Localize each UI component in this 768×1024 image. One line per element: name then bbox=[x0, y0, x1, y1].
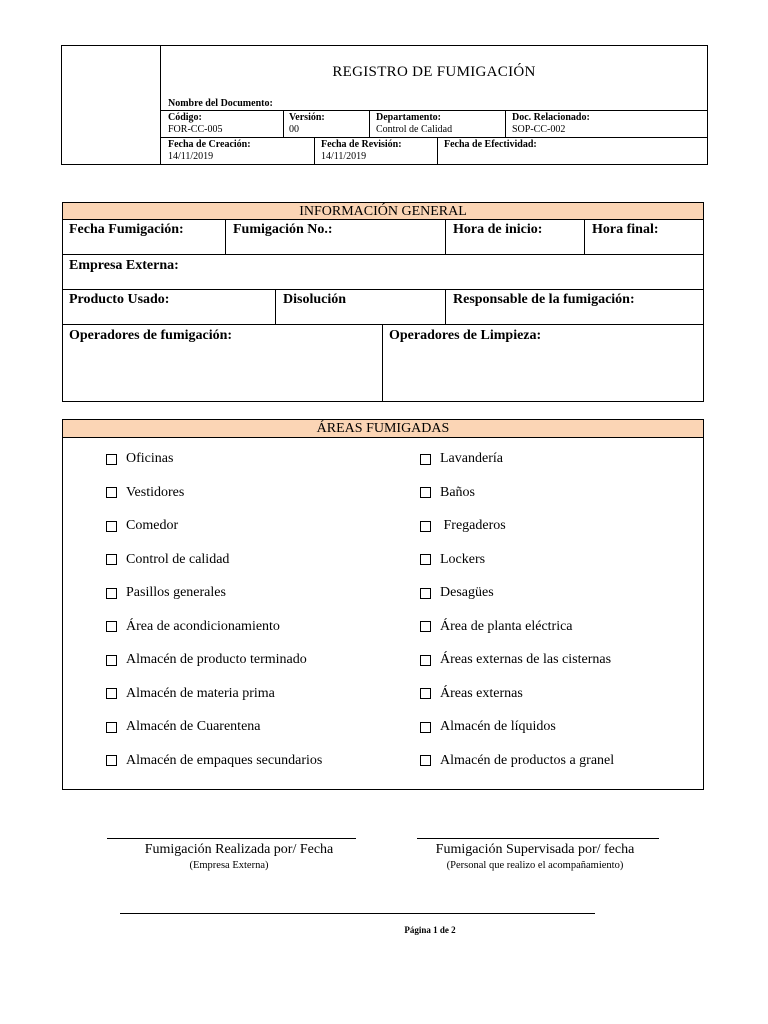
col-divider bbox=[445, 289, 446, 324]
area-label: Áreas externas de las cisternas bbox=[440, 652, 612, 667]
area-label: Almacén de producto terminado bbox=[126, 652, 307, 667]
area-label: Oficinas bbox=[126, 451, 174, 466]
area-label: Lavandería bbox=[440, 451, 503, 466]
area-label: Área de acondicionamiento bbox=[126, 618, 280, 634]
area-checkbox-item[interactable] bbox=[420, 652, 611, 668]
row-divider bbox=[62, 254, 704, 255]
checkbox-icon[interactable] bbox=[106, 655, 117, 666]
code-value: FOR-CC-005 bbox=[168, 124, 223, 135]
header-col-divider bbox=[437, 137, 438, 164]
header-divider bbox=[161, 137, 707, 138]
checkbox-icon[interactable] bbox=[420, 554, 431, 565]
dissolution-field[interactable]: Disolución bbox=[283, 292, 347, 307]
header-divider bbox=[161, 110, 707, 111]
footer-line bbox=[120, 913, 595, 914]
col-divider bbox=[445, 219, 446, 254]
checkbox-icon[interactable] bbox=[106, 588, 117, 599]
checkbox-icon[interactable] bbox=[420, 621, 431, 632]
general-info-heading: INFORMACIÓN GENERAL bbox=[62, 202, 704, 220]
header-col-divider bbox=[369, 110, 370, 137]
header-col-divider bbox=[314, 137, 315, 164]
checkbox-icon[interactable] bbox=[106, 688, 117, 699]
related-doc-value: SOP-CC-002 bbox=[512, 124, 566, 135]
area-label: Área de planta eléctrica bbox=[440, 618, 573, 634]
area-checkbox-item[interactable] bbox=[420, 585, 494, 601]
fumigation-number-field[interactable]: Fumigación No.: bbox=[233, 222, 333, 237]
area-checkbox-item[interactable] bbox=[420, 753, 614, 769]
row-divider bbox=[62, 289, 704, 290]
area-checkbox-item[interactable] bbox=[420, 518, 506, 534]
area-checkbox-item[interactable] bbox=[106, 552, 229, 568]
document-header bbox=[61, 45, 708, 165]
area-checkbox-item[interactable] bbox=[106, 451, 173, 467]
external-company-field[interactable]: Empresa Externa: bbox=[69, 258, 179, 273]
signature-left-title: Fumigación Realizada por/ Fecha bbox=[144, 842, 334, 857]
signature-left-subtitle: (Empresa Externa) bbox=[189, 860, 269, 871]
revision-date-value: 14/11/2019 bbox=[321, 151, 367, 162]
fumigation-date-field[interactable]: Fecha Fumigación: bbox=[69, 222, 184, 237]
area-checkbox-item[interactable] bbox=[106, 485, 184, 501]
checkbox-icon[interactable] bbox=[420, 487, 431, 498]
general-info-table bbox=[62, 219, 704, 402]
col-divider bbox=[584, 219, 585, 254]
checkbox-icon[interactable] bbox=[106, 454, 117, 465]
col-divider bbox=[382, 324, 383, 402]
checkbox-icon[interactable] bbox=[106, 554, 117, 565]
area-checkbox-item[interactable] bbox=[420, 451, 503, 467]
checkbox-icon[interactable] bbox=[106, 521, 117, 532]
areas-heading: ÁREAS FUMIGADAS bbox=[62, 419, 704, 438]
checkbox-icon[interactable] bbox=[106, 722, 117, 733]
checkbox-icon[interactable] bbox=[420, 755, 431, 766]
area-checkbox-item[interactable] bbox=[420, 686, 523, 702]
area-label: Almacén de productos a granel bbox=[440, 752, 615, 768]
area-label: Desagües bbox=[440, 585, 494, 600]
area-checkbox-item[interactable] bbox=[420, 485, 475, 501]
product-used-field[interactable]: Producto Usado: bbox=[69, 292, 170, 307]
effective-date-label: Fecha de Efectividad: bbox=[444, 139, 537, 150]
version-value: 00 bbox=[289, 124, 299, 135]
signature-line-right bbox=[417, 838, 659, 839]
checkbox-icon[interactable] bbox=[106, 621, 117, 632]
fumigation-operators-field[interactable]: Operadores de fumigación: bbox=[69, 328, 233, 343]
area-label: Baños bbox=[440, 484, 475, 500]
area-checkbox-item[interactable] bbox=[106, 518, 178, 534]
department-value: Control de Calidad bbox=[376, 124, 453, 135]
signature-right-title: Fumigación Supervisada por/ fecha bbox=[435, 842, 635, 857]
checkbox-icon[interactable] bbox=[420, 454, 431, 465]
cleaning-operators-field[interactable]: Operadores de Limpieza: bbox=[389, 328, 542, 343]
header-col-divider bbox=[283, 110, 284, 137]
area-label: Lockers bbox=[440, 551, 486, 567]
document-name-label: Nombre del Documento: bbox=[168, 98, 273, 109]
area-label: Pasillos generales bbox=[126, 585, 226, 600]
checkbox-icon[interactable] bbox=[106, 487, 117, 498]
checkbox-icon[interactable] bbox=[420, 588, 431, 599]
header-col-divider bbox=[505, 110, 506, 137]
area-label: Áreas externas bbox=[440, 685, 523, 701]
checkbox-icon[interactable] bbox=[420, 521, 431, 532]
area-label: Vestidores bbox=[126, 484, 185, 500]
version-label: Versión: bbox=[289, 112, 325, 123]
area-label: Fregaderos bbox=[440, 518, 506, 533]
revision-date-label: Fecha de Revisión: bbox=[321, 139, 402, 150]
checkbox-icon[interactable] bbox=[420, 722, 431, 733]
col-divider bbox=[275, 289, 276, 324]
signature-line-left bbox=[107, 838, 356, 839]
related-doc-label: Doc. Relacionado: bbox=[512, 112, 590, 123]
area-checkbox-item[interactable] bbox=[106, 753, 322, 769]
area-checkbox-item[interactable] bbox=[106, 652, 307, 668]
area-label: Almacén de materia prima bbox=[126, 685, 275, 701]
code-label: Código: bbox=[168, 112, 202, 123]
area-checkbox-item[interactable] bbox=[106, 619, 280, 635]
area-checkbox-item[interactable] bbox=[106, 585, 226, 601]
page-title: REGISTRO DE FUMIGACIÓN bbox=[332, 64, 536, 80]
area-label: Almacén de empaques secundarios bbox=[126, 752, 323, 768]
logo-placeholder bbox=[62, 46, 161, 164]
start-time-field[interactable]: Hora de inicio: bbox=[453, 222, 543, 237]
department-label: Departamento: bbox=[376, 112, 441, 123]
page-number: Página 1 de 2 bbox=[404, 925, 456, 935]
area-label: Control de calidad bbox=[126, 551, 230, 567]
row-divider bbox=[62, 324, 704, 325]
area-checkbox-item[interactable] bbox=[106, 686, 275, 702]
area-label: Comedor bbox=[126, 518, 179, 533]
responsible-field[interactable]: Responsable de la fumigación: bbox=[453, 292, 635, 307]
col-divider bbox=[225, 219, 226, 254]
creation-date-label: Fecha de Creación: bbox=[168, 139, 251, 150]
end-time-field[interactable]: Hora final: bbox=[592, 222, 659, 237]
area-label: Almacén de líquidos bbox=[440, 719, 556, 734]
checkbox-icon[interactable] bbox=[420, 655, 431, 666]
area-checkbox-item[interactable] bbox=[420, 619, 573, 635]
area-checkbox-item[interactable] bbox=[106, 719, 261, 735]
checkbox-icon[interactable] bbox=[420, 688, 431, 699]
area-checkbox-item[interactable] bbox=[420, 552, 485, 568]
creation-date-value: 14/11/2019 bbox=[168, 151, 214, 162]
checkbox-icon[interactable] bbox=[106, 755, 117, 766]
area-label: Almacén de Cuarentena bbox=[126, 719, 261, 734]
signature-right-subtitle: (Personal que realizo el acompañamiento) bbox=[446, 860, 624, 871]
area-checkbox-item[interactable] bbox=[420, 719, 556, 735]
